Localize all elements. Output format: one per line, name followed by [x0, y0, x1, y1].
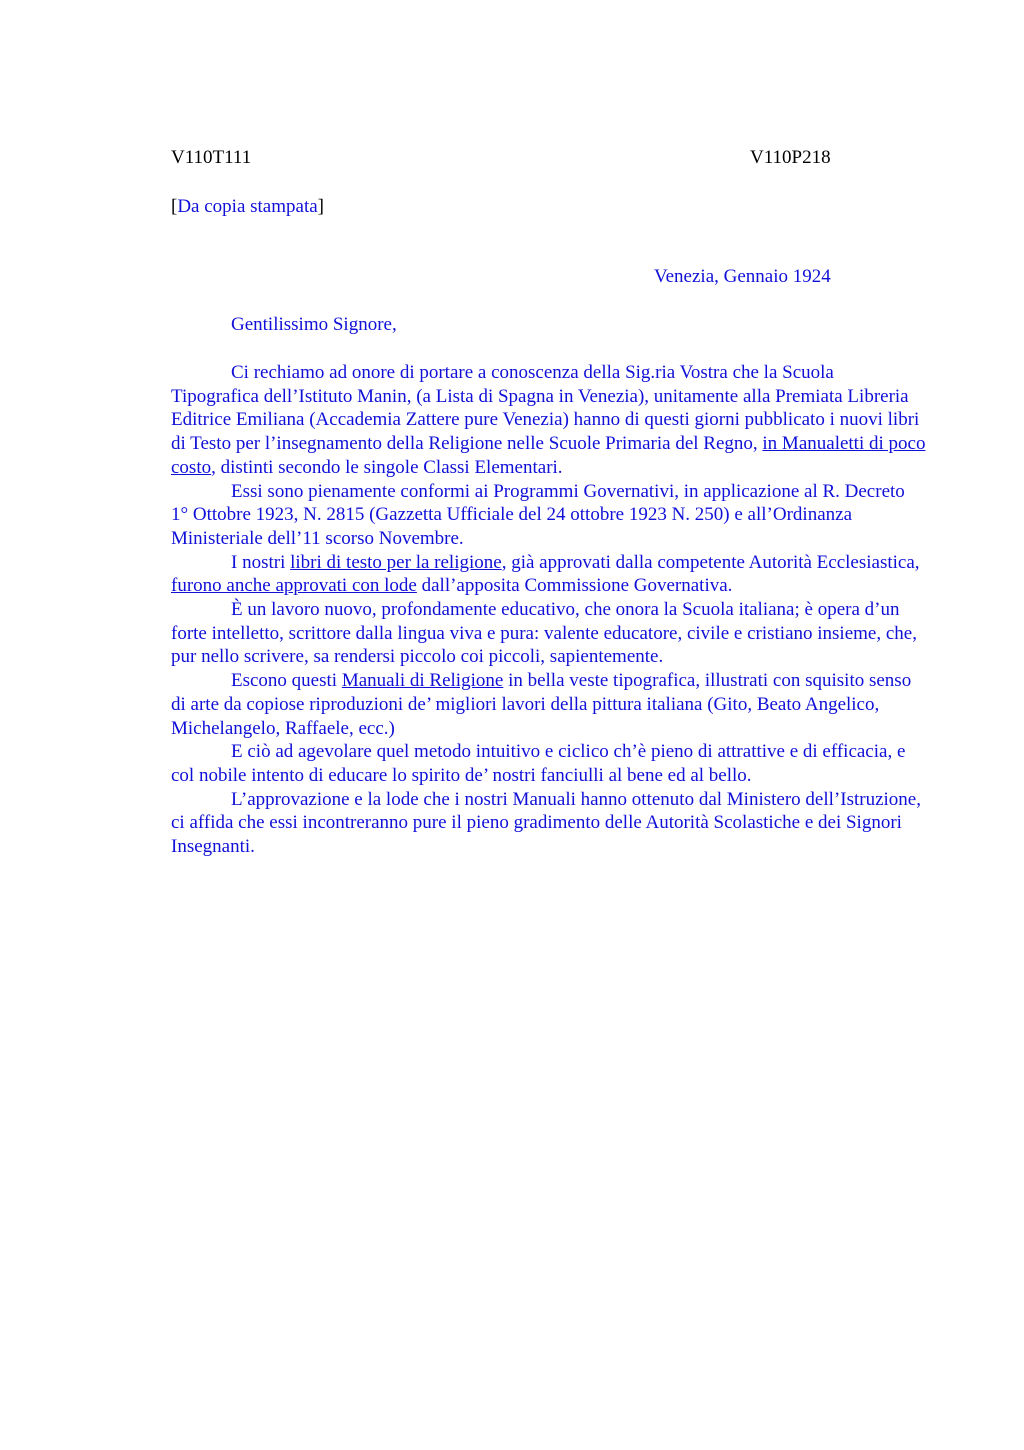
- paragraph: [171, 669, 926, 740]
- paragraph: [171, 598, 926, 669]
- paragraph-text: L’approvazione e la lode che i nostri Manuali hanno ottenuto dal Ministero dell’Istruzione, ci affida che essi incontreranno pure il pieno gradimento delle Autorità Scolastiche e dei Signori Insegnanti.: [171, 788, 921, 858]
- paragraph-text: dall’apposita Commissione Governativa.: [416, 575, 733, 597]
- paragraph: [171, 480, 926, 551]
- paragraph-text: E ciò ad agevolare quel metodo intuitivo e ciclico ch’è pieno di attrattive e di efficacia, e col nobile intento di educare lo spirito de’ nostri fanciulli al bene ed al bello.: [171, 741, 906, 786]
- paragraph-text: Ci rechiamo ad onore di portare a conoscenza della Sig.ria Vostra che la Scuola Tipografica dell’Istituto Manin, (a Lista di Spagna in Venezia), unitamente alla Premiata Libreria Editrice Emiliana (Accademia Zattere pure Venezia) hanno di questi giorni pubblicato i nuovi libri di Testo per l’insegnamento della Religione nelle Scuole Primaria del Regno,: [171, 362, 920, 455]
- letter-body: [171, 361, 926, 859]
- underlined-phrase: furono anche approvati con lode: [171, 575, 417, 597]
- paragraph-text: È un lavoro nuovo, profondamente educativo, che onora la Scuola italiana; è opera d’un forte intelletto, scrittore dalla lingua viva e pura: valente educatore, civile e cristiano insieme, che, pur nello scrivere, sa rendersi piccolo coi piccoli, sapientemente.: [171, 599, 917, 668]
- paragraph: [171, 740, 926, 787]
- paragraph: [171, 551, 926, 598]
- paragraph-text: I nostri: [231, 551, 291, 573]
- source-bracket-close: ]: [317, 196, 324, 217]
- document-code-left: V110T111: [171, 147, 252, 168]
- underlined-phrase: in Manualetti di poco costo: [171, 433, 926, 478]
- paragraph: [171, 361, 926, 480]
- letter-salutation: Gentilissimo Signore,: [231, 314, 397, 335]
- paragraph-text: in bella veste tipografica, illustrati con squisito senso di arte da copiose riproduzioni de’ migliori lavori della pittura italiana (Gito, Beato Angelico, Michelangelo, Raffaele, ecc.): [171, 670, 912, 739]
- paragraph: [171, 788, 926, 859]
- source-note-text: Da copia stampata: [177, 196, 318, 217]
- document-code-right: V110P218: [750, 147, 831, 168]
- paragraph-text: , distinti secondo le singole Classi Elementari.: [211, 456, 563, 478]
- letter-date: Venezia, Gennaio 1924: [654, 266, 831, 287]
- source-bracket-open: [: [171, 196, 178, 217]
- underlined-phrase: libri di testo per la religione: [290, 551, 502, 573]
- paragraph-text: Essi sono pienamente conformi ai Programmi Governativi, in applicazione al R. Decreto 1° Ottobre 1923, N. 2815 (Gazzetta Ufficiale del 24 ottobre 1923 N. 250) e all’Ordinanza Ministeriale dell’11 scorso Novembre.: [171, 480, 905, 549]
- underlined-phrase: Manuali di Religione: [341, 670, 504, 692]
- paragraph-text: , già approvati dalla competente Autorità Ecclesiastica,: [501, 551, 920, 573]
- paragraph-text: Escono questi: [231, 670, 342, 692]
- source-note: [171, 196, 324, 218]
